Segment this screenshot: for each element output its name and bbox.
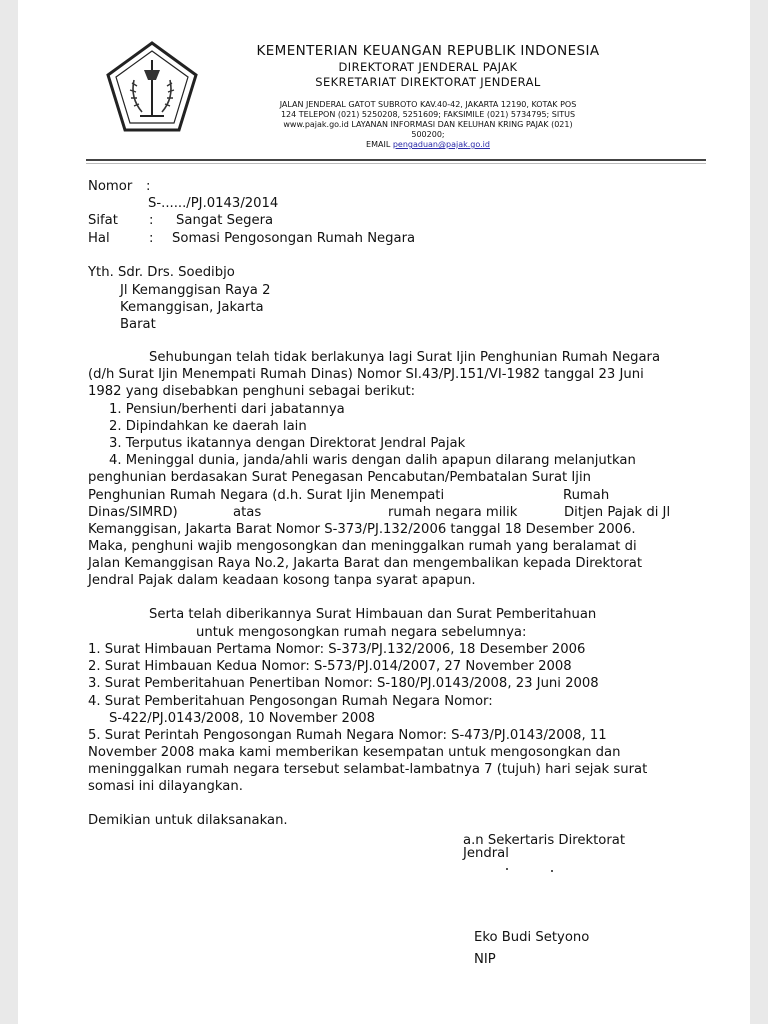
para2-line-5: Maka, penghuni wajib mengosongkan dan meninggalkan rumah yang beralamat di [88,539,637,554]
hal-value: Somasi Pengosongan Rumah Negara [172,231,416,246]
para2-line-2b: Rumah [563,488,610,503]
reason-item: 1. Pensiun/berhenti dari jabatannya [109,402,345,417]
address-line-1: JALAN JENDERAL GATOT SUBROTO KAV.40-42, JAKARTA 12190, KOTAK POS [279,100,577,109]
ministry-emblem-icon [104,40,200,134]
para2-line-3c: rumah negara milik [388,505,518,520]
para2-line-6: Jalan Kemanggisan Raya No.2, Jakarta Barat dan mengembalikan kepada Direktorat [88,556,643,571]
recipient-address-1: Jl Kemanggisan Raya 2 [120,283,271,298]
hal-label: Hal [88,231,110,246]
letter-item-4-line-1: 4. Surat Pemberitahuan Pengosongan Rumah Negara Nomor: [88,694,493,709]
nomor-colon: : [146,179,151,194]
reason-item: 2. Dipindahkan ke daerah lain [109,419,307,434]
para2-line-3b: atas [233,505,262,520]
letter-item: 1. Surat Himbauan Pertama Nomor: S-373/PJ.132/2006, 18 Desember 2006 [88,642,586,657]
address-line-4: 500200; [411,130,445,139]
letter-item-5-line-1: 5. Surat Perintah Pengosongan Rumah Negara Nomor: S-473/PJ.0143/2008, 11 [88,728,607,743]
letter-item: 3. Surat Pemberitahuan Penertiban Nomor: S-180/PJ.0143/2008, 23 Juni 2008 [88,676,599,691]
signatory-name: Eko Budi Setyono [474,930,590,945]
recipient-address-2: Kemanggisan, Jakarta [120,300,264,315]
para2-line-3a: Dinas/SIMRD) [88,505,178,520]
para2-line-3d: Ditjen Pajak di Jl [564,505,671,520]
nomor-value: S-....../PJ.0143/2014 [148,196,279,211]
para2-line-1: penghunian berdasakan Surat Penegasan Pencabutan/Pembatalan Surat Ijin [88,470,591,485]
para1-line-3: 1982 yang disebabkan penghuni sebagai berikut: [88,384,416,399]
letter-item-5-line-2: November 2008 maka kami memberikan kesempatan untuk mengosongkan dan [88,745,621,760]
letterhead-divider-thin [86,163,706,164]
ministry-name: KEMENTERIAN KEUANGAN REPUBLIK INDONESIA [256,43,600,59]
letter-item: 2. Surat Himbauan Kedua Nomor: S-573/PJ.014/2007, 27 November 2008 [88,659,572,674]
secretariat-name: SEKRETARIAT DIREKTORAT JENDERAL [315,75,541,89]
signature-mark [506,868,508,870]
reason-item: 4. Meninggal dunia, janda/ahli waris dengan dalih apapun dilarang melanjutkan [109,453,636,468]
email-link[interactable]: pengaduan@pajak.go.id [392,140,490,149]
signatory-nip: NIP [474,952,496,967]
sifat-value: Sangat Segera [176,213,274,228]
para2-line-4: Kemanggisan, Jakarta Barat Nomor S-373/PJ.132/2006 tanggal 18 Desember 2006. [88,522,636,537]
para2-line-2a: Penghunian Rumah Negara (d.h. Surat Ijin Menempati [88,488,445,503]
letter-page [18,0,750,1024]
para3-line-1: Serta telah diberikannya Surat Himbauan dan Surat Pemberitahuan [149,607,597,622]
letterhead-divider [86,159,706,161]
nomor-label: Nomor [88,179,133,194]
recipient-address-3: Barat [120,317,156,332]
para3-line-2: untuk mengosongkan rumah negara sebelumnya: [196,625,527,640]
recipient-name: Yth. Sdr. Drs. Soedibjo [88,265,235,280]
directorate-name: DIREKTORAT JENDERAL PAJAK [338,60,518,74]
sifat-label: Sifat [88,213,118,228]
para1-line-2: (d/h Surat Ijin Menempati Rumah Dinas) Nomor SI.43/PJ.151/VI-1982 tanggal 23 Juni [88,367,644,382]
reason-item: 3. Terputus ikatannya dengan Direktorat Jendral Pajak [109,436,466,451]
email-label: EMAIL [366,140,391,149]
letter-item-5-line-3: meninggalkan rumah negara tersebut selambat-lambatnya 7 (tujuh) hari sejak surat [88,762,648,777]
para1-line-1: Sehubungan telah tidak berlakunya lagi Surat Ijin Penghunian Rumah Negara [149,350,661,365]
sifat-colon: : [149,213,154,228]
closing-text: Demikian untuk dilaksanakan. [88,813,288,828]
email-line [218,140,638,149]
address-line-2: 124 TELEPON (021) 5250208, 5251609; FAKSIMILE (021) 5734795; SITUS [280,110,576,119]
letter-item-4-line-2: S-422/PJ.0143/2008, 10 November 2008 [109,711,376,726]
para2-line-7: Jendral Pajak dalam keadaan kosong tanpa syarat apapun. [88,573,476,588]
signature-mark [551,870,553,872]
signatory-title-line-2: Jendral [463,846,509,861]
signatory-title-line-1: a.n Sekertaris Direktorat [463,833,626,848]
letter-item-5-line-4: somasi ini dilayangkan. [88,779,243,794]
hal-colon: : [149,231,154,246]
address-line-3: www.pajak.go.id LAYANAN INFORMASI DAN KELUHAN KRING PAJAK (021) [283,120,573,129]
